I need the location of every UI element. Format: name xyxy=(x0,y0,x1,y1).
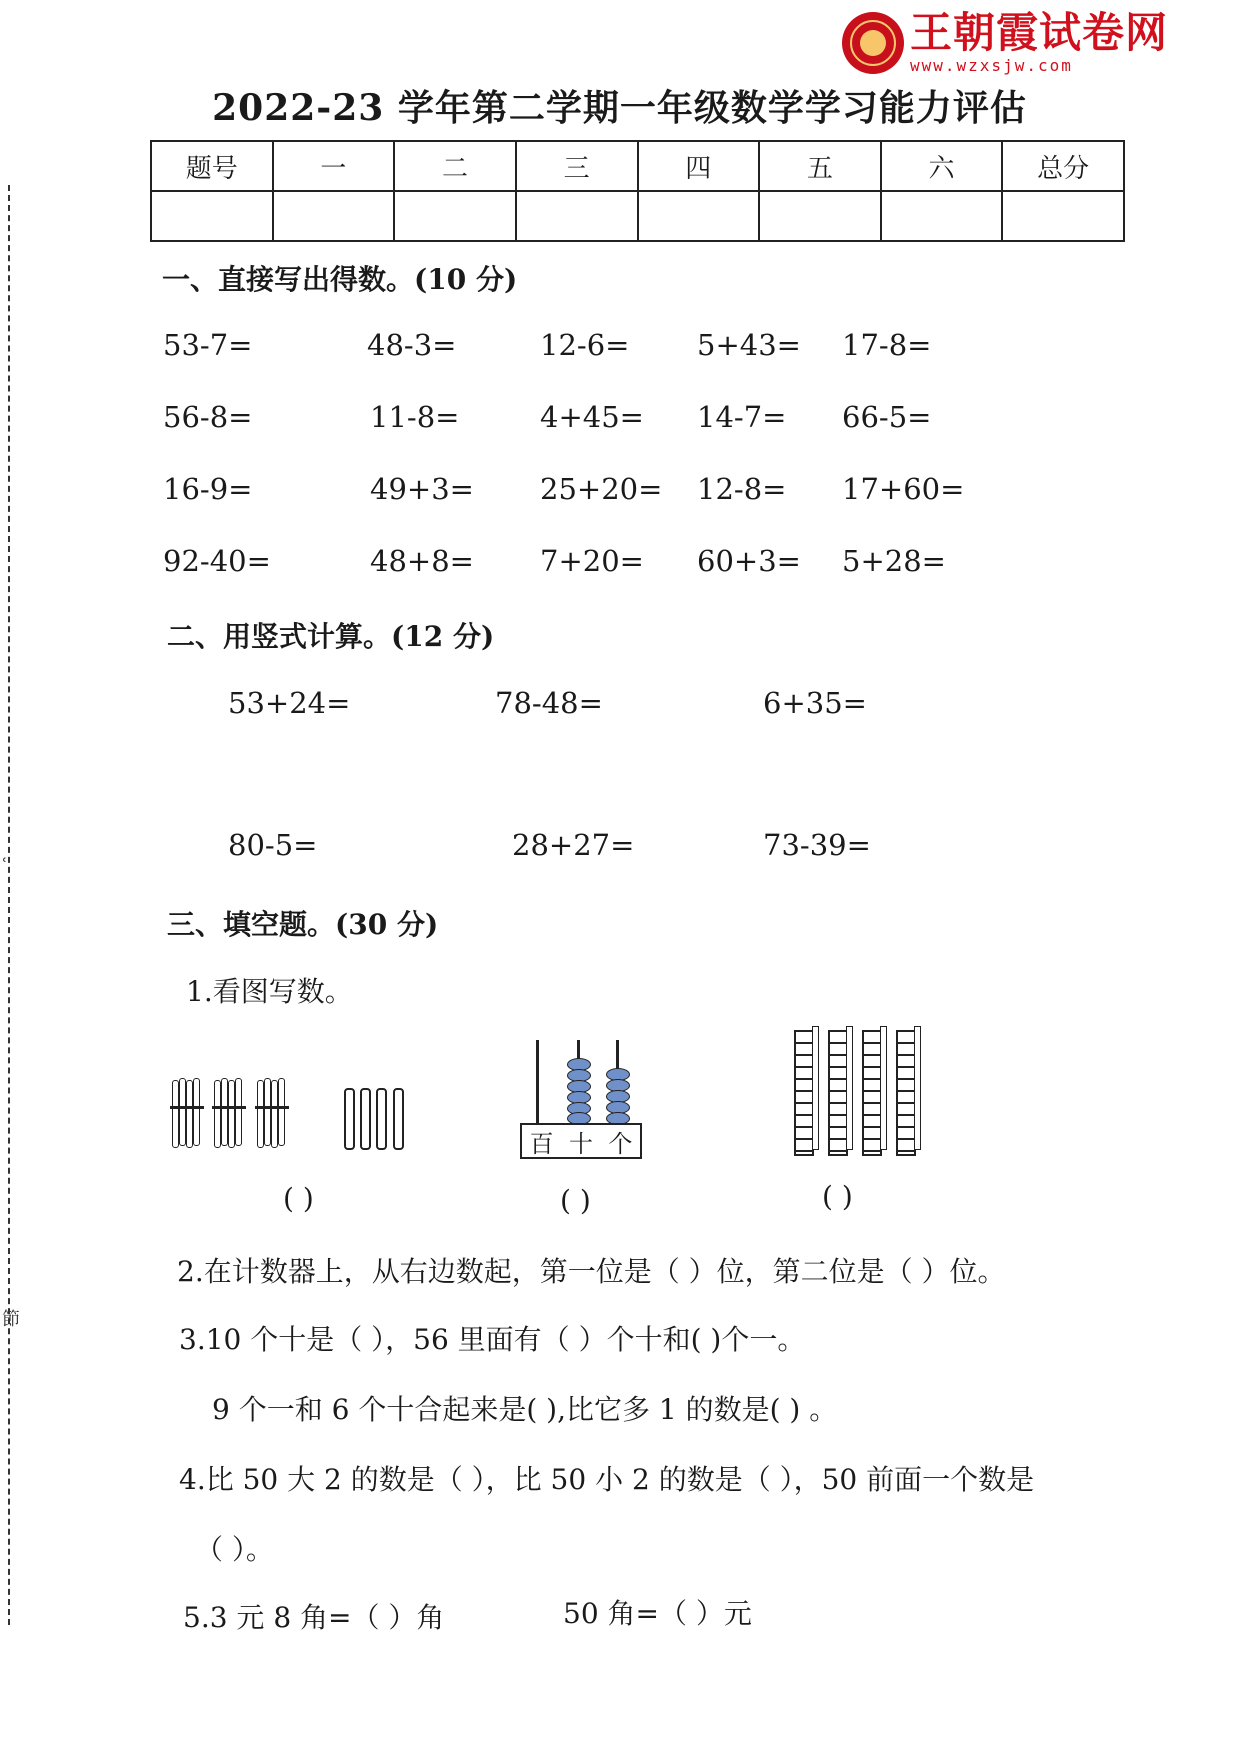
mental-math-item: 12-6= xyxy=(540,328,630,362)
single-stick xyxy=(344,1088,355,1150)
mental-math-item: 14-7= xyxy=(697,400,787,434)
question-3: 3.10 个十是（ ），56 里面有（ ）个十和( )个一。 xyxy=(179,1323,806,1356)
single-stick xyxy=(393,1088,404,1150)
logo-name: 王朝霞试卷网 xyxy=(910,8,1169,57)
mental-math-item: 53-7= xyxy=(163,328,253,362)
vertical-calc-item: 6+35= xyxy=(763,686,867,720)
margin-mark: ʿ xyxy=(2,855,8,876)
score-header-cell: 五 xyxy=(759,141,881,191)
score-table xyxy=(150,140,1125,242)
page-title: 2022-23 学年第二学期一年级数学学习能力评估 xyxy=(212,87,1027,129)
mental-math-item: 92-40= xyxy=(163,544,271,578)
binding-dashed-line xyxy=(8,185,10,1625)
mental-math-item: 17-8= xyxy=(842,328,932,362)
stick-bundle xyxy=(170,1078,204,1148)
stick-bundle xyxy=(212,1078,246,1148)
mental-math-item: 7+20= xyxy=(540,544,644,578)
score-value-row xyxy=(151,191,1124,241)
cube-column-side xyxy=(914,1026,921,1150)
question-3-sub: 9 个一和 6 个十合起来是( ),比它多 1 的数是( ) 。 xyxy=(212,1393,838,1426)
score-value-cell xyxy=(394,191,516,241)
cube-column xyxy=(862,1030,882,1156)
mental-math-item: 48-3= xyxy=(367,328,457,362)
mental-math-item: 16-9= xyxy=(163,472,253,506)
section2-heading: 二、用竖式计算。(12 分) xyxy=(167,620,495,653)
score-header-row xyxy=(151,141,1124,191)
score-header-cell: 题号 xyxy=(151,141,273,191)
mental-math-item: 5+43= xyxy=(697,328,801,362)
answer-blank[interactable]: ( ) xyxy=(822,1180,853,1213)
mental-math-item: 56-8= xyxy=(163,400,253,434)
score-header-cell: 三 xyxy=(516,141,638,191)
score-value-cell xyxy=(151,191,273,241)
section3-heading: 三、填空题。(30 分) xyxy=(167,908,439,941)
answer-blank[interactable]: ( ) xyxy=(560,1184,591,1217)
abacus-label-hundreds: 百 xyxy=(529,1129,554,1158)
mental-math-item: 25+20= xyxy=(540,472,663,506)
logo-url: www.wzxsjw.com xyxy=(910,56,1073,75)
question-1: 1.看图写数。 xyxy=(186,975,353,1008)
logo-seal-icon xyxy=(842,12,904,74)
cube-column xyxy=(828,1030,848,1156)
stick-bundle xyxy=(255,1078,289,1148)
vertical-calc-item: 73-39= xyxy=(763,828,871,862)
mental-math-item: 66-5= xyxy=(842,400,932,434)
vertical-calc-item: 78-48= xyxy=(495,686,603,720)
score-header-cell: 六 xyxy=(881,141,1003,191)
site-logo xyxy=(842,10,1168,75)
abacus-base xyxy=(520,1123,642,1159)
answer-blank[interactable]: ( ) xyxy=(283,1182,314,1215)
cube-column xyxy=(794,1030,814,1156)
mental-math-item: 12-8= xyxy=(697,472,787,506)
question-5-b: 50 角=（ ）元 xyxy=(563,1597,752,1630)
mental-math-item: 17+60= xyxy=(842,472,965,506)
score-header-cell: 总分 xyxy=(1002,141,1124,191)
score-value-cell xyxy=(759,191,881,241)
score-value-cell xyxy=(1002,191,1124,241)
score-header-cell: 二 xyxy=(394,141,516,191)
score-header-cell: 四 xyxy=(638,141,760,191)
margin-mark: 節 xyxy=(2,1309,20,1330)
score-value-cell xyxy=(516,191,638,241)
vertical-calc-item: 53+24= xyxy=(228,686,351,720)
score-value-cell xyxy=(273,191,395,241)
question-5: 5.3 元 8 角=（ ）角 xyxy=(183,1601,445,1634)
abacus-rod xyxy=(536,1040,539,1124)
cube-column-side xyxy=(812,1026,819,1150)
mental-math-item: 4+45= xyxy=(540,400,644,434)
mental-math-item: 48+8= xyxy=(370,544,474,578)
question-4-cont: （ ）。 xyxy=(195,1533,274,1566)
mental-math-item: 49+3= xyxy=(370,472,474,506)
vertical-calc-item: 80-5= xyxy=(228,828,318,862)
cube-column xyxy=(896,1030,916,1156)
abacus-label-ones: 个 xyxy=(608,1129,633,1158)
section1-heading: 一、直接写出得数。(10 分) xyxy=(162,263,518,296)
mental-math-item: 11-8= xyxy=(370,400,460,434)
cube-column-side xyxy=(880,1026,887,1150)
single-stick xyxy=(360,1088,371,1150)
question-2: 2.在计数器上，从右边数起，第一位是（ ）位，第二位是（ ）位。 xyxy=(177,1255,1006,1288)
abacus-label-tens: 十 xyxy=(568,1129,593,1158)
cube-column-side xyxy=(846,1026,853,1150)
score-value-cell xyxy=(881,191,1003,241)
single-stick xyxy=(376,1088,387,1150)
score-header-cell: 一 xyxy=(273,141,395,191)
score-value-cell xyxy=(638,191,760,241)
mental-math-item: 5+28= xyxy=(842,544,946,578)
mental-math-item: 60+3= xyxy=(697,544,801,578)
question-4: 4.比 50 大 2 的数是（ ），比 50 小 2 的数是（ ），50 前面一个数是 xyxy=(179,1463,1035,1496)
vertical-calc-item: 28+27= xyxy=(512,828,635,862)
